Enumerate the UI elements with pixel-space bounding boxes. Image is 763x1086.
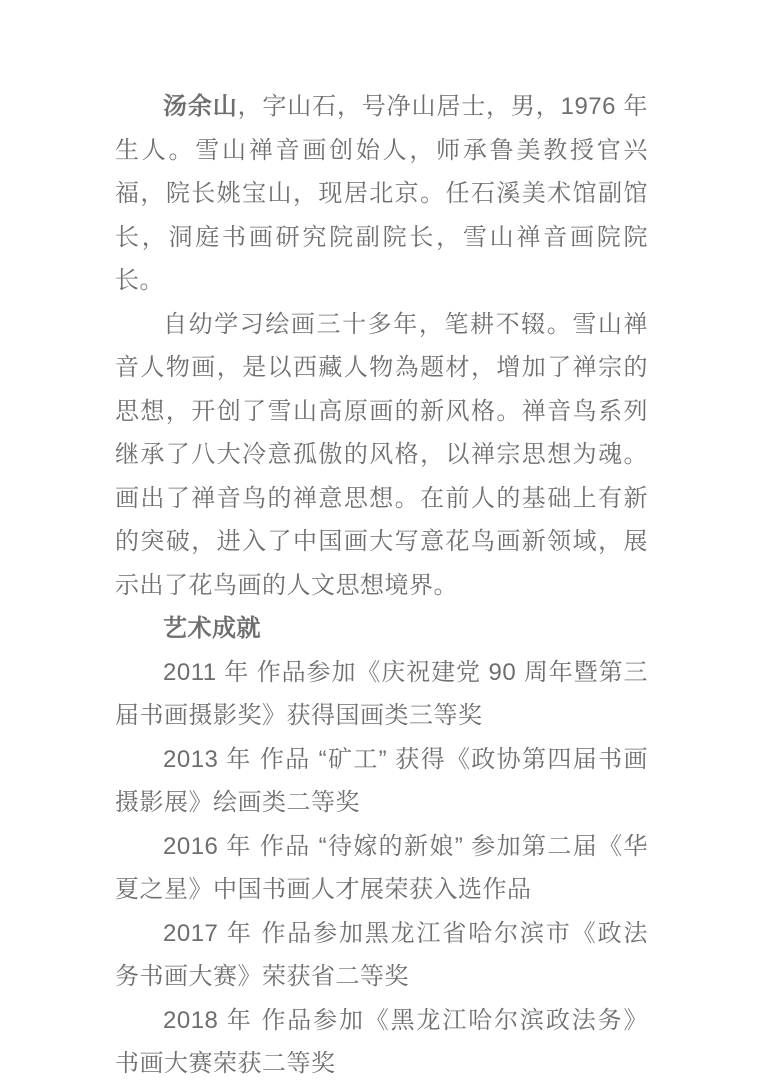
achievement-item-2011: 2011 年 作品参加《庆祝建党 90 周年暨第三届书画摄影奖》获得国画类三等奖: [115, 658, 648, 729]
achievement-item-2016: 2016 年 作品 “待嫁的新娘” 参加第二届《华夏之星》中国书画人才展荣获入选作品: [115, 832, 648, 903]
achievement-item-2017: 2017 年 作品参加黑龙江省哈尔滨市《政法务书画大赛》荣获省二等奖: [115, 919, 648, 990]
intro-text: ，字山石，号净山居士，男，1976 年生人。雪山禅音画创始人，师承鲁美教授官兴福，院长姚宝山，现居北京。任石溪美术馆副馆长，洞庭书画研究院副院长，雪山禅音画院院长。: [115, 93, 649, 294]
achievement-item-2013: 2013 年 作品 “矿工” 获得《政协第四届书画摄影展》绘画类二等奖: [115, 745, 648, 816]
achievement-item-2018: 2018 年 作品参加《黑龙江哈尔滨政法务》书画大赛荣获二等奖: [115, 1006, 648, 1077]
intro-paragraph: [115, 85, 648, 303]
achievements-heading: 艺术成就: [163, 615, 261, 642]
biography-paragraph: 自幼学习绘画三十多年，笔耕不辍。雪山禅音人物画，是以西藏人物為题材，增加了禅宗的思想，开创了雪山高原画的新风格。禅音鸟系列继承了八大冷意孤傲的风格，以禅宗思想为魂。画出了禅音鸟的禅意思想。在前人的基础上有新的突破，进入了中国画大写意花鸟画新领域，展示出了花鸟画的人文思想境界。: [115, 310, 648, 599]
artist-name: 汤余山: [163, 93, 238, 120]
document-body: [115, 85, 648, 1086]
